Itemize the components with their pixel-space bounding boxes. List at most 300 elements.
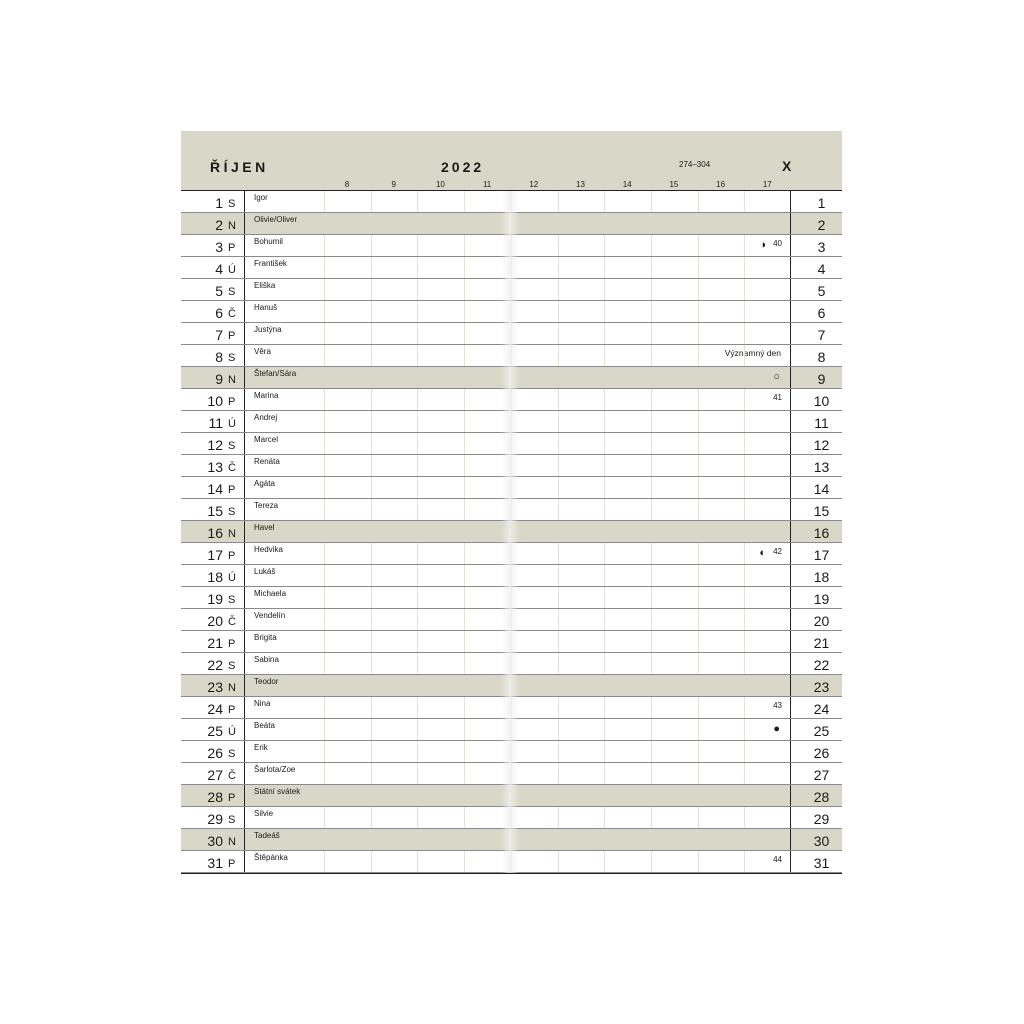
name-day: Tereza	[254, 501, 279, 510]
weekday-letter: P	[228, 396, 236, 408]
grid-line	[244, 433, 245, 454]
grid-line	[651, 697, 652, 718]
grid-line	[244, 543, 245, 564]
weekday-letter: S	[228, 506, 236, 518]
name-day: Teodor	[254, 677, 279, 686]
grid-line	[324, 433, 325, 454]
hour-label: 9	[391, 180, 396, 189]
grid-line	[464, 433, 465, 454]
day-number-right: 6	[817, 305, 826, 321]
grid-line	[244, 851, 245, 872]
weekday-letter: Ú	[228, 572, 236, 584]
grid-line	[790, 433, 791, 454]
grid-line	[244, 631, 245, 652]
name-day: Hanuš	[254, 303, 278, 312]
name-day: Beáta	[254, 721, 275, 730]
grid-line	[651, 565, 652, 586]
hour-label: 8	[344, 180, 350, 189]
weekday-letter: P	[228, 858, 236, 870]
day-number: 22	[207, 657, 223, 673]
day-row[interactable]	[181, 235, 842, 257]
grid-line	[790, 653, 791, 674]
grid-line	[464, 191, 465, 212]
day-row[interactable]	[181, 257, 842, 279]
grid-line	[324, 763, 325, 784]
grid-line	[511, 323, 512, 344]
weekday-letter: P	[228, 484, 236, 496]
weekday-letter: Ú	[228, 726, 236, 738]
grid-line	[744, 565, 745, 586]
grid-line	[464, 235, 465, 256]
grid-line	[417, 235, 418, 256]
grid-line	[651, 411, 652, 432]
day-number: 2	[215, 217, 223, 233]
full-moon-icon: ○	[773, 371, 780, 383]
grid-line	[744, 543, 745, 564]
grid-line	[417, 653, 418, 674]
grid-line	[324, 455, 325, 476]
hour-label: 11	[482, 180, 492, 189]
day-number-right: 13	[813, 459, 830, 475]
grid-line	[790, 763, 791, 784]
grid-line	[464, 609, 465, 630]
day-row[interactable]	[181, 719, 842, 741]
grid-line	[790, 411, 791, 432]
grid-line	[790, 851, 791, 872]
day-row[interactable]	[181, 763, 842, 785]
hour-label: 12	[529, 180, 539, 189]
grid-line	[744, 653, 745, 674]
day-row[interactable]	[181, 697, 842, 719]
day-row[interactable]	[181, 499, 842, 521]
name-day: Brigita	[254, 633, 277, 642]
grid-line	[324, 345, 325, 366]
hour-label: 14	[622, 180, 632, 189]
day-row[interactable]	[181, 675, 842, 697]
grid-line	[371, 609, 372, 630]
grid-line	[244, 389, 245, 410]
name-day: Renáta	[254, 457, 280, 466]
day-number: 17	[207, 547, 223, 563]
grid-line	[604, 499, 605, 520]
grid-line	[417, 345, 418, 366]
grid-line	[417, 323, 418, 344]
weekday-letter: N	[228, 528, 236, 540]
day-row[interactable]	[181, 631, 842, 653]
grid-line	[244, 345, 245, 366]
grid-line	[558, 257, 559, 278]
weekday-letter: S	[228, 286, 236, 298]
grid-line	[324, 587, 325, 608]
day-number: 20	[207, 613, 223, 629]
grid-line	[464, 389, 465, 410]
grid-line	[324, 235, 325, 256]
grid-line	[558, 279, 559, 300]
grid-line	[651, 499, 652, 520]
day-row[interactable]	[181, 191, 842, 213]
grid-line	[244, 609, 245, 630]
day-number-right: 29	[813, 811, 830, 827]
grid-line	[558, 235, 559, 256]
grid-line	[417, 631, 418, 652]
grid-line	[744, 257, 745, 278]
day-row[interactable]	[181, 279, 842, 301]
day-row[interactable]	[181, 411, 842, 433]
grid-line	[651, 389, 652, 410]
grid-line	[371, 345, 372, 366]
new-moon-icon: ●	[773, 723, 780, 735]
grid-line	[698, 807, 699, 828]
grid-line	[244, 785, 245, 806]
grid-line	[511, 741, 512, 762]
grid-line	[698, 697, 699, 718]
grid-line	[244, 565, 245, 586]
day-number-right: 20	[813, 613, 830, 629]
day-row[interactable]	[181, 653, 842, 675]
grid-line	[744, 455, 745, 476]
name-day: Justýna	[254, 325, 282, 334]
grid-line	[604, 433, 605, 454]
grid-line	[744, 301, 745, 322]
day-row[interactable]	[181, 345, 842, 367]
grid-line	[651, 741, 652, 762]
grid-line	[698, 631, 699, 652]
day-number-right: 8	[817, 349, 826, 365]
name-day: Věra	[254, 347, 271, 356]
grid-line	[417, 301, 418, 322]
day-number: 21	[207, 635, 223, 651]
grid-line	[558, 477, 559, 498]
grid-line	[558, 719, 559, 740]
grid-line	[511, 851, 512, 872]
day-number: 14	[207, 481, 223, 497]
grid-line	[417, 741, 418, 762]
name-day: Igor	[254, 193, 268, 202]
day-number: 23	[207, 679, 223, 695]
day-row[interactable]	[181, 521, 842, 543]
grid-line	[324, 609, 325, 630]
grid-line	[324, 477, 325, 498]
grid-line	[604, 763, 605, 784]
day-number-right: 25	[813, 723, 830, 739]
day-row[interactable]	[181, 741, 842, 763]
grid-line	[698, 741, 699, 762]
grid-line	[790, 235, 791, 256]
name-day: Hedvika	[254, 545, 283, 554]
grid-line	[244, 499, 245, 520]
grid-line	[790, 499, 791, 520]
grid-line	[244, 279, 245, 300]
grid-line	[604, 653, 605, 674]
grid-line	[558, 631, 559, 652]
weekday-letter: P	[228, 638, 236, 650]
grid-line	[744, 499, 745, 520]
grid-line	[324, 807, 325, 828]
day-number-right: 1	[817, 195, 826, 211]
day-number-right: 31	[813, 855, 830, 871]
grid-line	[371, 411, 372, 432]
grid-line	[651, 477, 652, 498]
grid-line	[744, 763, 745, 784]
grid-line	[244, 741, 245, 762]
grid-line	[417, 807, 418, 828]
grid-line	[558, 389, 559, 410]
hour-label: 13	[576, 180, 585, 189]
grid-line	[558, 851, 559, 872]
grid-line	[417, 697, 418, 718]
grid-line	[790, 719, 791, 740]
weekday-letter: N	[228, 836, 236, 848]
grid-line	[604, 455, 605, 476]
weekday-letter: S	[228, 814, 236, 826]
grid-line	[651, 455, 652, 476]
grid-line	[558, 741, 559, 762]
grid-line	[744, 631, 745, 652]
grid-line	[511, 411, 512, 432]
weekday-letter: Č	[228, 770, 236, 782]
grid-line	[324, 323, 325, 344]
grid-line	[324, 411, 325, 432]
grid-line	[417, 279, 418, 300]
grid-line	[604, 477, 605, 498]
grid-line	[651, 279, 652, 300]
day-number: 25	[207, 723, 223, 739]
grid-line	[511, 565, 512, 586]
month-title: ŘÍJEN	[210, 159, 269, 175]
hour-label: 15	[669, 180, 679, 189]
grid-line	[651, 609, 652, 630]
name-day: Bohumil	[254, 237, 283, 246]
grid-line	[790, 367, 791, 388]
grid-line	[324, 301, 325, 322]
grid-line	[324, 279, 325, 300]
day-number: 15	[207, 503, 223, 519]
grid-line	[604, 609, 605, 630]
grid-line	[511, 301, 512, 322]
day-row[interactable]	[181, 609, 842, 631]
grid-line	[417, 191, 418, 212]
grid-line	[417, 719, 418, 740]
name-day: Vendelín	[254, 611, 286, 620]
weekday-letter: P	[228, 330, 236, 342]
grid-line	[790, 631, 791, 652]
name-day: Eliška	[254, 281, 276, 290]
day-row[interactable]	[181, 829, 842, 851]
grid-line	[417, 389, 418, 410]
grid-line	[371, 235, 372, 256]
grid-line	[417, 763, 418, 784]
grid-line	[698, 433, 699, 454]
grid-line	[511, 235, 512, 256]
grid-line	[744, 851, 745, 872]
grid-line	[790, 741, 791, 762]
day-number: 18	[207, 569, 223, 585]
grid-line	[464, 565, 465, 586]
day-number-right: 5	[817, 283, 826, 299]
grid-line	[511, 389, 512, 410]
day-row[interactable]	[181, 323, 842, 345]
grid-line	[604, 631, 605, 652]
day-row[interactable]	[181, 785, 842, 807]
grid-line	[790, 829, 791, 850]
grid-line	[744, 235, 745, 256]
grid-line	[417, 433, 418, 454]
grid-line	[371, 653, 372, 674]
weekday-letter: N	[228, 374, 236, 386]
day-row[interactable]	[181, 367, 842, 389]
grid-line	[371, 499, 372, 520]
day-number-right: 30	[813, 833, 830, 849]
grid-line	[417, 587, 418, 608]
grid-line	[698, 609, 699, 630]
name-day: Andrej	[254, 413, 278, 422]
grid-line	[511, 807, 512, 828]
week-number: 41	[773, 393, 782, 402]
day-row[interactable]	[181, 455, 842, 477]
day-number: 30	[207, 833, 223, 849]
day-row[interactable]	[181, 565, 842, 587]
grid-line	[464, 697, 465, 718]
grid-line	[511, 697, 512, 718]
day-row[interactable]	[181, 389, 842, 411]
day-number-right: 15	[813, 503, 830, 519]
grid-line	[790, 323, 791, 344]
day-row[interactable]	[181, 213, 842, 235]
grid-line	[511, 433, 512, 454]
grid-line	[324, 631, 325, 652]
grid-line	[558, 587, 559, 608]
grid-line	[511, 257, 512, 278]
grid-line	[511, 455, 512, 476]
grid-line	[511, 499, 512, 520]
grid-line	[698, 499, 699, 520]
grid-line	[790, 785, 791, 806]
day-number: 24	[207, 701, 223, 717]
grid-line	[651, 653, 652, 674]
grid-line	[744, 279, 745, 300]
day-number: 9	[215, 371, 223, 387]
weekday-letter: S	[228, 352, 236, 364]
day-row[interactable]	[181, 543, 842, 565]
weekday-letter: S	[228, 660, 236, 672]
grid-line	[371, 191, 372, 212]
hour-label: 16	[716, 180, 726, 189]
grid-line	[244, 191, 245, 212]
week-number: 42	[773, 547, 782, 556]
day-row[interactable]	[181, 587, 842, 609]
day-row[interactable]	[181, 477, 842, 499]
grid-line	[371, 851, 372, 872]
year-label: 2022	[441, 159, 485, 175]
grid-line	[744, 389, 745, 410]
grid-line	[558, 345, 559, 366]
grid-line	[324, 741, 325, 762]
grid-line	[790, 389, 791, 410]
grid-line	[511, 763, 512, 784]
grid-line	[371, 389, 372, 410]
grid-line	[790, 675, 791, 696]
weekday-letter: N	[228, 220, 236, 232]
weekday-letter: Ú	[228, 264, 236, 276]
day-number: 27	[207, 767, 223, 783]
hour-scale	[181, 180, 842, 190]
day-number-right: 28	[813, 789, 830, 805]
grid-line	[244, 587, 245, 608]
grid-line	[417, 411, 418, 432]
grid-line	[324, 653, 325, 674]
day-number-right: 19	[813, 591, 830, 607]
grid-line	[371, 719, 372, 740]
grid-line	[371, 807, 372, 828]
note-label: Významný den	[724, 348, 781, 358]
grid-line	[417, 499, 418, 520]
day-number: 11	[208, 415, 223, 431]
day-number: 10	[207, 393, 223, 409]
grid-line	[511, 477, 512, 498]
roman-month-number: X	[782, 158, 792, 174]
grid-line	[244, 763, 245, 784]
grid-line	[698, 411, 699, 432]
day-number-right: 17	[813, 547, 830, 563]
grid-line	[698, 565, 699, 586]
day-number: 4	[215, 261, 223, 277]
day-number: 5	[215, 283, 223, 299]
grid-line	[651, 345, 652, 366]
grid-line	[464, 807, 465, 828]
name-day: Silvie	[254, 809, 274, 818]
day-number-right: 12	[813, 437, 830, 453]
weekday-letter: S	[228, 594, 236, 606]
day-number: 13	[207, 459, 223, 475]
grid-line	[604, 323, 605, 344]
day-number-right: 2	[817, 217, 826, 233]
grid-line	[417, 455, 418, 476]
grid-line	[244, 323, 245, 344]
hour-label: 10	[435, 180, 445, 189]
day-number: 1	[215, 195, 223, 211]
day-number-right: 9	[817, 371, 826, 387]
day-row[interactable]	[181, 851, 842, 873]
grid-line	[244, 213, 245, 234]
day-row[interactable]	[181, 433, 842, 455]
week-number: 44	[773, 855, 782, 864]
day-row[interactable]	[181, 807, 842, 829]
grid-line	[324, 851, 325, 872]
grid-line	[558, 499, 559, 520]
name-day: Lukáš	[254, 567, 276, 576]
name-day: Šarlota/Zoe	[254, 765, 296, 774]
grid-line	[604, 719, 605, 740]
grid-line	[371, 279, 372, 300]
grid-line	[511, 191, 512, 212]
grid-line	[744, 697, 745, 718]
grid-line	[651, 719, 652, 740]
grid-line	[651, 191, 652, 212]
day-number-right: 16	[813, 525, 830, 541]
grid-line	[698, 257, 699, 278]
day-number-right: 14	[813, 481, 830, 497]
grid-line	[371, 631, 372, 652]
grid-line	[464, 631, 465, 652]
day-row[interactable]	[181, 301, 842, 323]
grid-line	[417, 851, 418, 872]
grid-line	[464, 719, 465, 740]
day-number: 29	[207, 811, 223, 827]
grid-line	[244, 675, 245, 696]
grid-line	[698, 719, 699, 740]
grid-line	[511, 653, 512, 674]
day-number: 12	[207, 437, 223, 453]
